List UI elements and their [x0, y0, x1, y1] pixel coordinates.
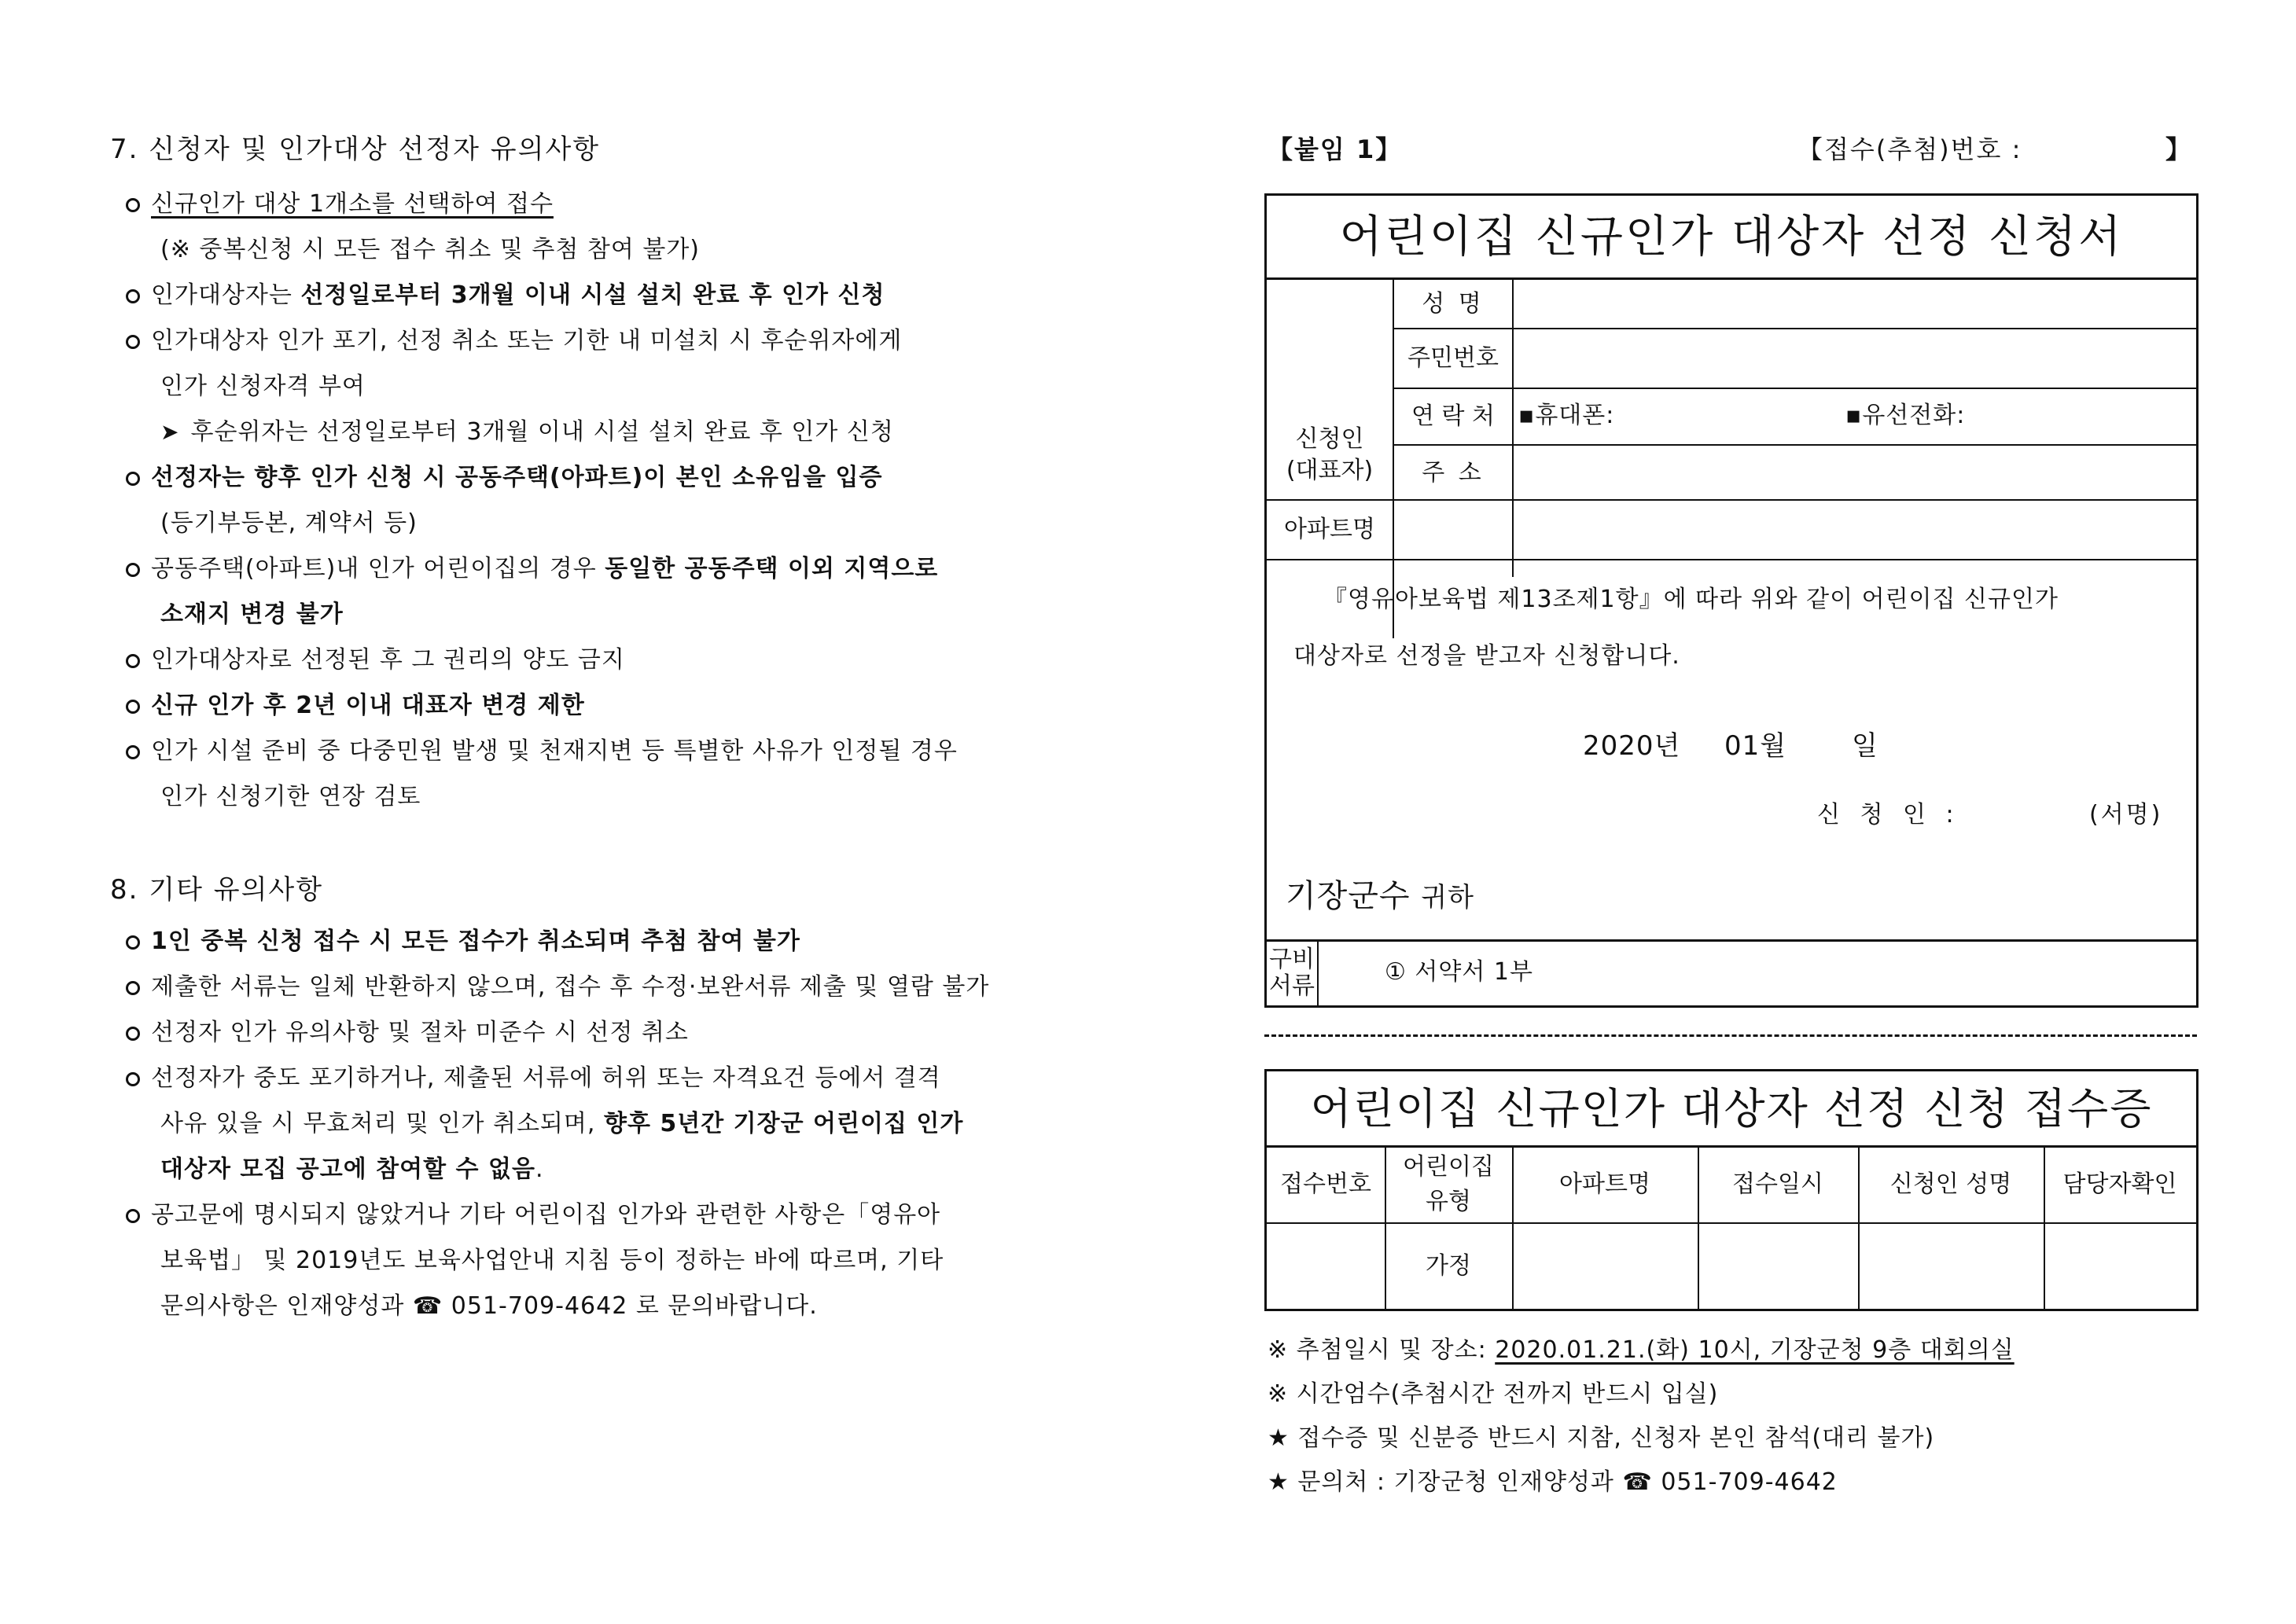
date-day: 일: [1852, 730, 1878, 762]
date-year: 2020년: [1583, 730, 1681, 762]
note-lottery: ※ 추첨일시 및 장소: 2020.01.21.(화) 10시, 기장군청 9층 대회의실: [1268, 1336, 2015, 1364]
list-item: 공동주택(아파트)내 인가 어린이집의 경우 동일한 공동주택 이외 지역으로: [126, 553, 938, 585]
list-item: 인가대상자 인가 포기, 선정 취소 또는 기한 내 미설치 시 후순위자에게: [126, 325, 902, 357]
receipt-header-number: 접수번호: [1280, 1170, 1371, 1198]
contact-label: 연 락 처: [1411, 402, 1495, 430]
list-item-cont: 인가 신청기한 연장 검토: [160, 783, 421, 810]
bullet-circle-icon: [126, 654, 140, 668]
receipt-title: 어린이집 신규인가 대상자 선정 신청 접수증: [1310, 1084, 2153, 1133]
receipt-form: [1264, 1069, 2198, 1311]
section7-title: 7. 신청자 및 인가대상 선정자 유의사항: [110, 134, 601, 165]
attachment-tag: 【붙임 1】: [1268, 134, 1403, 164]
landline-label: ▪유선전화:: [1845, 402, 1966, 429]
list-item: 1인 중복 신청 접수 시 모든 접수가 취소되며 추첨 참여 불가: [126, 926, 800, 957]
receipt-header-date: 접수일시: [1732, 1170, 1823, 1198]
date-month: 01월: [1724, 730, 1787, 762]
apartment-label: 아파트명: [1284, 516, 1375, 543]
bullet-circle-icon: [126, 1072, 140, 1086]
list-item: 신규인가 대상 1개소를 선택하여 접수: [126, 189, 554, 220]
receipt-type-value: 가정: [1426, 1252, 1471, 1280]
list-item-cont: 사유 있을 시 무효처리 및 인가 취소되며, 향후 5년간 기장군 어린이집 인가: [160, 1110, 964, 1137]
list-item: 공고문에 명시되지 않았거나 기타 어린이집 인가와 관련한 사항은「영유아: [126, 1200, 940, 1231]
bullet-circle-icon: [126, 472, 140, 486]
list-item-sub: (등기부등본, 계약서 등): [160, 509, 418, 537]
bullet-circle-icon: [126, 335, 140, 349]
list-item-arrow: ➤ 후순위자는 선정일로부터 3개월 이내 시설 설치 완료 후 인가 신청: [160, 417, 894, 448]
divider: [1393, 444, 2196, 446]
bullet-circle-icon: [126, 935, 140, 950]
recipient: 기장군수 귀하: [1286, 878, 1474, 914]
receipt-number-label: 【접수(추첨)번호 :: [1797, 134, 2022, 164]
bullet-circle-icon: [126, 1209, 140, 1223]
receipt-header-apartment: 아파트명: [1559, 1170, 1650, 1198]
signer-label: 신 청 인 :: [1817, 801, 1960, 829]
bullet-circle-icon: [126, 289, 140, 303]
divider: [1267, 559, 2196, 560]
list-item-cont: 소재지 변경 불가: [160, 601, 344, 628]
signature-label: (서명): [2089, 801, 2163, 829]
list-item: 인가 시설 준비 중 다중민원 발생 및 천재지변 등 특별한 사유가 인정될 경우: [126, 736, 958, 767]
list-item-sub: (※ 중복신청 시 모든 접수 취소 및 추첨 참여 불가): [160, 236, 701, 263]
name-label: 성 명: [1422, 290, 1485, 318]
receipt-number-close: 】: [2165, 134, 2193, 164]
list-item: 제출한 서류는 일체 반환하지 않으며, 접수 후 수정·보완서류 제출 및 열람 불가: [126, 972, 989, 1003]
divider: [1393, 499, 1394, 560]
bullet-circle-icon: [126, 1027, 140, 1041]
bullet-circle-icon: [126, 563, 140, 577]
bullet-circle-icon: [126, 700, 140, 714]
address-label: 주 소: [1422, 459, 1485, 487]
divider: [1317, 939, 1319, 1005]
list-item: 신규 인가 후 2년 이내 대표자 변경 제한: [126, 690, 585, 722]
bullet-circle-icon: [126, 981, 140, 995]
divider: [1393, 328, 2196, 329]
section8-title: 8. 기타 유의사항: [110, 874, 324, 906]
divider: [1267, 499, 2196, 501]
statement-line-2: 대상자로 선정을 받고자 신청합니다.: [1293, 642, 1680, 670]
list-item: 인가대상자로 선정된 후 그 권리의 양도 금지: [126, 645, 625, 676]
mobile-label: ▪휴대폰:: [1518, 402, 1615, 429]
arrow-right-icon: ➤: [160, 419, 180, 445]
bullet-circle-icon: [126, 745, 140, 759]
list-item-cont: 문의사항은 인재양성과 ☎ 051-709-4642 로 문의바랍니다.: [160, 1292, 818, 1320]
divider: [1267, 939, 2196, 942]
receipt-header-officer: 담당자확인: [2062, 1170, 2177, 1198]
applicant-label: 신청인 (대표자): [1286, 425, 1374, 484]
cut-line: [1264, 1034, 2197, 1037]
list-item-cont: 인가 신청자격 부여: [160, 373, 366, 400]
list-item: 선정자가 중도 포기하거나, 제출된 서류에 허위 또는 자격요건 등에서 결격: [126, 1063, 941, 1094]
list-item-cont: 보육법」 및 2019년도 보육사업안내 지침 등이 정하는 바에 따르며, 기타: [160, 1247, 944, 1274]
list-item-cont: 대상자 모집 공고에 참여할 수 없음.: [160, 1156, 544, 1183]
receipt-header-type: 어린이집 유형: [1403, 1153, 1494, 1215]
receipt-header-applicant: 신청인 성명: [1889, 1170, 2012, 1198]
divider: [1512, 280, 1514, 577]
docs-value: ① 서약서 1부: [1385, 958, 1533, 986]
statement-line-1: 『영유아보육법 제13조제1항』에 따라 위와 같이 어린이집 신규인가: [1323, 586, 2059, 613]
rrn-label: 주민번호: [1407, 344, 1499, 372]
list-item: 인가대상자는 선정일로부터 3개월 이내 시설 설치 완료 후 인가 신청: [126, 280, 885, 311]
list-item: 선정자는 향후 인가 신청 시 공동주택(아파트)이 본인 소유임을 입증: [126, 462, 882, 494]
bullet-circle-icon: [126, 198, 140, 212]
application-form: [1264, 193, 2198, 1008]
note-bring-id: ★ 접수증 및 신분증 반드시 지참, 신청자 본인 참석(대리 불가): [1268, 1424, 1935, 1452]
list-item: 선정자 인가 유의사항 및 절차 미준수 시 선정 취소: [126, 1017, 689, 1049]
note-punctual: ※ 시간엄수(추첨시간 전까지 반드시 입실): [1268, 1380, 1719, 1408]
divider: [1393, 388, 2196, 389]
form-title: 어린이집 신규인가 대상자 선정 신청서: [1339, 211, 2124, 263]
note-contact: ★ 문의처 : 기장군청 인재양성과 ☎ 051-709-4642: [1268, 1468, 1838, 1496]
docs-label: 구비 서류: [1269, 946, 1315, 1000]
